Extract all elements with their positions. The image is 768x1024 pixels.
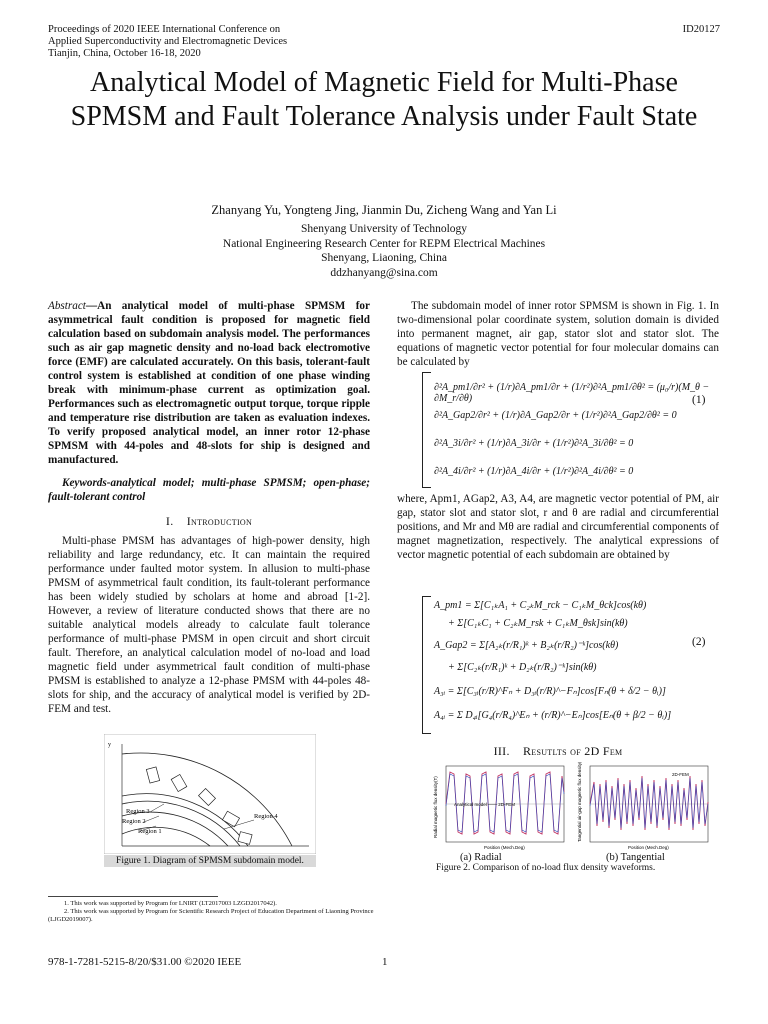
equation-2-line-2: + Σ[C₁ₖC₁ + C₂ₖM_rsk + C₁ₖM_θsk]sin(kθ) [448, 618, 628, 629]
equation-1-line-3: ∂²A_3i/∂r² + (1/r)∂A_3i/∂r + (1/r²)∂²A_3i/∂θ² = 0 [434, 438, 634, 449]
author-email: ddzhanyang@sina.com [330, 266, 438, 279]
section-heading-introduction [48, 514, 370, 528]
conference-line-3: Tianjin, China, October 16-18, 2020 [48, 48, 201, 59]
right-column-text-1 [397, 299, 719, 369]
page-number: 1 [382, 956, 388, 968]
tangential-x-label: Position (Mech.Deg) [628, 845, 669, 850]
figure-2a [432, 762, 568, 852]
figure-1 [104, 734, 316, 854]
equation-2 [422, 596, 712, 734]
paper-id: ID20127 [682, 24, 720, 35]
author-list: Zhanyang Yu, Yongteng Jing, Jianmin Du, Zicheng Wang and Yan Li [211, 203, 557, 217]
equation-2-line-5: A₃ᵢ = Σ[C₃ᵢ(r/R)^Fₙ + D₃ᵢ(r/R)^−Fₙ]cos[Fₙ(θ + δ/2 − θᵢ)] [434, 686, 666, 697]
radial-flux-plot [432, 762, 568, 852]
conference-line-1: Proceedings of 2020 IEEE International Conference on [48, 24, 281, 35]
introduction-text: Multi-phase PMSM has advantages of high-power density, high reliability and large redundancy, etc. It can maintain the required performance under faulted motor system. In allusion to multi-phase PMSM of asymmetrical fault condition, its fault-tolerant performance has been widely studied by scholars at home and abroad [1-2]. However, a review of literature conducted shows that there are no suitable analytical models already to calculate fault tolerance performance of multi-phase PMSM in open circuit and short circuit fault. Therefore, an analytical calculation model of no-load and load magnetic field under asymmetrical fault condition of multi-phase PMSM is established to analyze a 12-phase PMSM with 44-poles 48-slots for ship, and the accuracy of analytical model is verified by 2D-FEM and test. [48, 535, 370, 715]
section-number: I. [165, 514, 174, 528]
figure-2b-label: (b) Tangential [606, 852, 665, 863]
region-4-label: Region 4 [254, 813, 278, 820]
equation-1-line-2: ∂²A_Gap2/∂r² + (1/r)∂A_Gap2/∂r + (1/r²)∂²A_Gap2/∂θ² = 0 [434, 410, 677, 421]
keywords: Keywords-analytical model; multi-phase SPMSM; open-phase; fault-tolerant control [48, 477, 370, 503]
left-column [48, 299, 370, 745]
radial-legend: Analytical model —— 2D-FEM [454, 802, 516, 807]
region-3-label: Region 3 [126, 808, 150, 815]
conference-line-2: Applied Superconductivity and Electromagnetic Devices [48, 36, 288, 47]
equation-1 [422, 372, 712, 488]
subdomain-paragraph: The subdomain model of inner rotor SPMSM is shown in Fig. 1. In two-dimensional polar coordinate system, solution domain is divided into permanent magnet, air gap, stator slot and stator slot. The equations of magnetic vector potential for four molecular domains can be calculated by [397, 300, 719, 368]
figure-2a-label: (a) Radial [460, 852, 502, 863]
region-2-label: Region 2 [122, 818, 146, 825]
radial-x-label: Position (Mech.Deg) [484, 845, 525, 850]
paper-title: Analytical Model of Magnetic Field for Multi-Phase SPMSM and Fault Tolerance Analysis under Fault State [70, 67, 698, 132]
section-title: Resutlts of 2D Fem [522, 744, 623, 758]
equation-1-line-1: ∂²A_pm1/∂r² + (1/r)∂A_pm1/∂r + (1/r²)∂²A_pm1/∂θ² = (μ₀/r)(M_θ − ∂M_r/∂θ) [434, 382, 710, 404]
figure-2-caption: Figure 2. Comparison of no-load flux density waveforms. [436, 863, 656, 873]
abstract-label: Abstract [48, 300, 86, 312]
abstract-text: An analytical model of multi-phase SPMSM for asymmetrical fault condition is proposed for magnetic field calculation based on subdomain analysis model. The performances such as air gap magnetic density and no-load back electromotive force (EMF) are calculated accurately. On this basis, tolerant-fault control system is established at condition of one phase winding break with minimum-phase current as optimization goal. Performances such as electromagnetic output torque, torque ripple and temperature rise distribution are taken as evaluation indexes. To verify proposed analytical model, an inner rotor 12-phase SPMSM with 44-poles and 48-slots for ship is designed and manufactured. [48, 300, 370, 466]
section-number: III. [493, 744, 510, 758]
region-1-label: Region 1 [138, 828, 162, 835]
figure-2b [576, 762, 712, 852]
right-column-text-2 [397, 492, 719, 562]
subdomain-diagram [104, 734, 316, 854]
conference-header [48, 24, 287, 60]
figure-1-caption-text: Figure 1. Diagram of SPMSM subdomain model. [116, 856, 304, 866]
affiliation [40, 222, 728, 280]
tangential-flux-plot [576, 762, 712, 852]
section-title: Introduction [186, 514, 253, 528]
affiliation-line-1: Shenyang University of Technology [300, 223, 468, 235]
radial-y-label: Radial magnetic flux density(T) [433, 776, 438, 838]
equation-2-line-6: A₄ᵢ = Σ D₄ᵢ[G₄(r/R₄)^Eₙ + (r/R)^−Eₙ]cos[Eₙ(θ + β/2 − θᵢ)] [434, 710, 672, 721]
variable-definitions: where, Apm1, AGap2, A3, A4, are magnetic vector potential of PM, air gap, stator slot and stator slot, r and θ are radial and circumferential positions, and Mr and Mθ are radial and circumferential components of magnet magnetization, respectively. The analytical expressions of vector magnetic potential of each subdomain are obtained by [397, 493, 719, 561]
footnote-rule [48, 896, 218, 897]
footnotes [48, 900, 408, 924]
equation-2-line-1: A_pm1 = Σ[C₁ₖA₁ + C₂ₖM_rck − C₁ₖM_θck]cos(kθ) [434, 600, 647, 611]
equation-2-line-3: A_Gap2 = Σ[A₂ₖ(r/R₁)ᵏ + B₂ₖ(r/R₂)⁻ᵏ]cos(kθ) [434, 640, 619, 651]
origin-label: y [108, 742, 111, 748]
equation-1-line-4: ∂²A_4i/∂r² + (1/r)∂A_4i/∂r + (1/r²)∂²A_4i/∂θ² = 0 [434, 466, 634, 477]
equation-2-number: (2) [692, 636, 706, 648]
affiliation-line-3: Shenyang, Liaoning, China [321, 252, 447, 264]
footnote-2: 2. This work was supported by Program for Scientific Research Project of Education Department of Liaoning Province (LJGD2019007). [48, 908, 374, 923]
equation-1-number: (1) [692, 394, 706, 406]
tangential-legend: 2D-FEM [672, 772, 689, 777]
abstract [48, 299, 370, 467]
figure-1-caption [104, 855, 316, 867]
equation-2-line-4: + Σ[C₂ₖ(r/R₁)ᵏ + D₂ₖ(r/R₂)⁻ᵏ]sin(kθ) [448, 662, 597, 673]
tangential-y-label: Tangential air-gap magnetic flux density(T) [577, 762, 582, 842]
copyright-line: 978-1-7281-5215-8/20/$31.00 ©2020 IEEE [48, 956, 242, 968]
affiliation-line-2: National Engineering Research Center for REPM Electrical Machines [222, 237, 546, 250]
abstract-dash: — [85, 300, 98, 312]
footnote-1: 1. This work was supported by Program for LNIRT (LT2017003 LZGD2017042). [64, 900, 277, 907]
section-heading-results [397, 744, 719, 759]
